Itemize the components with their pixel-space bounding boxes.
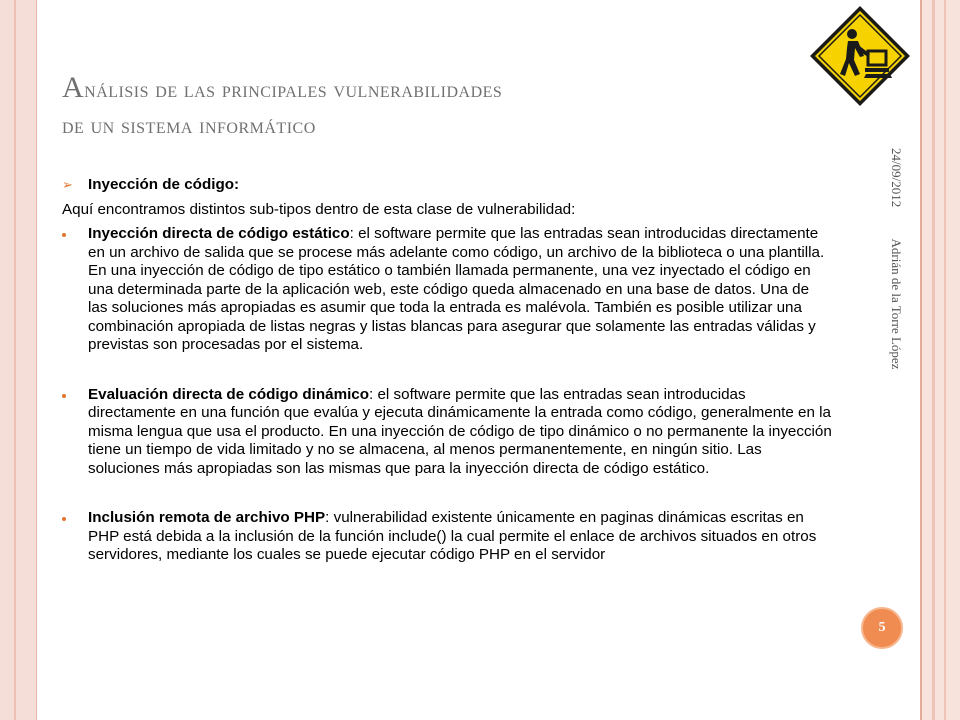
- slide-title: [62, 70, 802, 144]
- list-item-term: Evaluación directa de código dinámico: [88, 385, 370, 403]
- title-line-2: de un sistema informático: [62, 113, 316, 138]
- bullet-dot-icon: [62, 233, 66, 237]
- arrow-bullet-icon: ➢: [62, 177, 73, 192]
- slide-author: Adrián de la Torre López: [889, 238, 904, 370]
- list-item: [62, 225, 832, 355]
- vertical-sidebar-text: [888, 148, 904, 369]
- right-border-decoration: [920, 0, 960, 720]
- list-item-text: : el software permite que las entradas sean introducidas directamente en una función que evalúa y ejecuta dinámicamente la entrada como código, generalmente en la misma lengua que usa el producto. En una inyección de código de tipo dinámico o no permanente la inyección tiene un tiempo de vida limitado y no se almacena, al menos permanentemente, en ningún sitio. Las soluciones más apropiadas son las mismas que para la inyección directa de código estático.: [88, 385, 832, 477]
- slide-date: 24/09/2012: [889, 148, 904, 208]
- heading-item: [62, 176, 832, 195]
- title-line-1: nálisis de las principales vulnerabilidades: [84, 77, 503, 102]
- content-heading: Inyección de código:: [88, 176, 240, 193]
- left-border-decoration: [0, 0, 37, 720]
- content-intro: Aquí encontramos distintos sub-tipos dentro de esta clase de vulnerabilidad:: [62, 200, 576, 218]
- page-number-badge: 5: [861, 607, 903, 649]
- list-item-term: Inclusión remota de archivo PHP: [88, 509, 326, 526]
- list-item-term: Inyección directa de código estático: [88, 225, 350, 242]
- list-item: [62, 509, 832, 565]
- bullet-dot-icon: [62, 394, 66, 398]
- list-item: [62, 386, 832, 479]
- bullet-dot-icon: [62, 517, 66, 521]
- list-item-text: : vulnerabilidad existente únicamente en paginas dinámicas escritas en PHP está debida a la inclusión de la función include() la cual permite el enlace de archivos situados en otros servidores, mediante los cuales se puede ejecutar código PHP en el servidor: [88, 509, 817, 563]
- construction-worker-sign-icon: [808, 4, 912, 108]
- title-first-letter: A: [62, 71, 85, 104]
- slide-content: [62, 176, 832, 565]
- list-item-text: : el software permite que las entradas sean introducidas directamente en un archivo de salida que se procese más adelante como código, un archivo de la biblioteca o una plantilla. En una inyección de código de tipo estático o también llamada permanente, una vez inyectado el código en una determinada parte de la aplicación web, este código queda almacenado en una base de datos. Una de las soluciones más apropiadas es asumir que toda la entrada es malévola. También es posible utilizar una combinación apropiada de listas negras y listas blancas para asegurar que solamente las entradas válidas y previstas son procesadas por el sistema.: [88, 225, 825, 353]
